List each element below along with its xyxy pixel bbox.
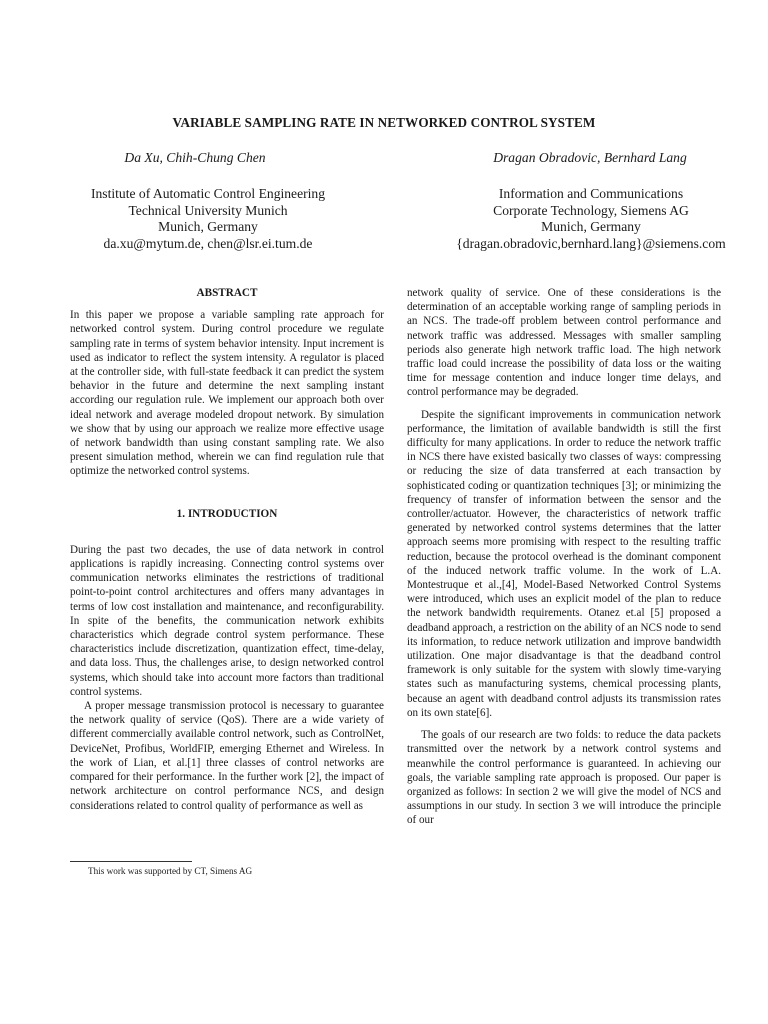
abstract-text: In this paper we propose a variable sampling rate approach for networked control system. During control procedure we regulate sampling rate in terms of system behavior intensity. Input increment is used as indicator to reflect the system intensity. A regulator is placed at the controller side, with full-state feedback it can predict the system behavior in the future and determine the next sampling instant according our regulation rule. We implement our approach both over ideal network and average modeled dropout network. By simulation we show that by using our approach we realize more effective usage of network bandwidth than using constant sampling rate. We also present simulation method, wherein we can find regulation rule that optimize the networked control systems. [70, 309, 384, 478]
affiliation-right-line: Munich, Germany [541, 219, 641, 235]
footnote-divider [70, 861, 192, 862]
right-column [407, 286, 721, 828]
affiliation-left-line: Technical University Munich [128, 202, 288, 218]
authors-right: Dragan Obradovic, Bernhard Lang [493, 150, 687, 165]
authors-left: Da Xu, Chih-Chung Chen [124, 150, 266, 165]
affiliation-right-line: Information and Communications [498, 186, 684, 201]
body-paragraph: The goals of our research are two folds: to reduce the data packets transmitted over the network by a network control systems and meanwhile the control performance is guaranteed. In achieving our goals, the variable sampling rate approach is proposed. Our paper is organized as follows: In section 2 we will give the model of NCS and assumptions in our study. In section 3 we will introduce the principle of our [407, 729, 721, 827]
affiliation-right [436, 186, 746, 252]
affiliation-left-line: Institute of Automatic Control Engineering [90, 186, 326, 201]
affiliation-left-email: da.xu@mytum.de, chen@lsr.ei.tum.de [103, 235, 313, 251]
footnote: This work was supported by CT, Simens AG [88, 866, 253, 876]
affiliation-right-line: Corporate Technology, Siemens AG [493, 202, 689, 218]
affiliation-left-line: Munich, Germany [158, 219, 258, 235]
left-column [70, 286, 384, 813]
body-paragraph: network quality of service. One of these considerations is the determination of an acceptable working range of sampling periods in an NCS. The trade-off problem between control performance and network traffic was addressed. Messages with smaller sampling periods also generate high network traffic load. The high network traffic load could increase the possibility of data loss or the waiting time for message contention and induce longer time delays, and control performance may be degraded. [407, 287, 721, 399]
intro-paragraph: During the past two decades, the use of data network in control applications is rapidly increasing. Connecting control systems over communication networks eliminates the restrictions of traditional point-to-point control architectures and offers many advantages in terms of low cost installation and maintenance, and reconfigurability. In spite of the benefits, the communication network exhibits characteristics which degrade control system performance. These characteristics include discretization, quantization effect, time-delay, and data loss. Thus, the challenges arise, to design networked control systems, which should take into account more factors than traditional control systems. [70, 543, 384, 698]
intro-paragraph: A proper message transmission protocol is necessary to guarantee the network quality of service (QoS). There are a wide variety of different commercially available control network, such as ControlNet, DeviceNet, Profibus, WorldFIP, emerging Ethernet and Wireless. In the work of Lian, et al.[1] three classes of control networks are compared for their performance. In the further work [2], the impact of network architecture on control performance NCS, and design considerations related to control quality of performance as well as [70, 700, 384, 812]
abstract-heading: ABSTRACT [196, 287, 258, 299]
affiliation-right-email: {dragan.obradovic,bernhard.lang}@siemens.com [456, 235, 726, 251]
paper-title: VARIABLE SAMPLING RATE IN NETWORKED CONTROL SYSTEM [172, 115, 596, 130]
affiliation-left [58, 186, 358, 252]
body-paragraph: Despite the significant improvements in communication network performance, the limitation of available bandwidth is still the first difficulty for many applications. In order to reduce the network traffic in NCS there have existed basically two classes of ways: compressing or reducing the size of data transferred at each transaction by sophisticated coding or quantization techniques [3]; or minimizing the frequency of transfer of information between the sensor and the controller/actuator. However, the characteristics of network traffic generated by networked control systems determines that the latter approach seems more promising with respect to the resulting traffic reduction, because the protocol overhead is the dominant component of the induced network traffic volume. In the work of L.A. Montestruque et al.,[4], Model-Based Networked Control Systems were introduced, which uses an explicit model of the plan to reduce the network bandwidth requirements. Otanez et.al [5] proposed a deadband approach, a restriction on the ability of an NCS node to send its information, to reduce network utilization and improve bandwidth utilization. One major disadvantage is that the deadband control framework is only suitable for the system with slowly time-varying states such as manufacturing systems, chemical processing plants, because an agent with deadband control adjusts its transmission rates on its own state[6]. [407, 408, 721, 719]
introduction-heading: 1. INTRODUCTION [176, 507, 278, 520]
